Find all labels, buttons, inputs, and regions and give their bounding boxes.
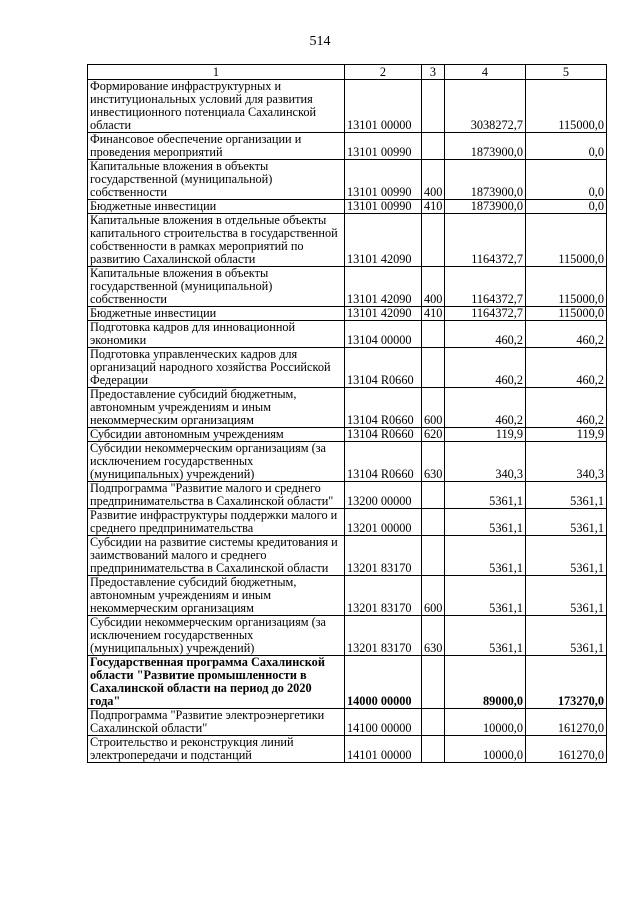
cell-code: 13101 42090 (345, 214, 422, 267)
cell-v2: 5361,1 (526, 576, 607, 616)
cell-v1: 10000,0 (445, 709, 526, 736)
cell-v1: 460,2 (445, 388, 526, 428)
table-row (88, 80, 607, 133)
cell-vr: 410 (422, 307, 445, 321)
header-cell: 2 (345, 65, 422, 80)
cell-v2: 119,9 (526, 428, 607, 442)
cell-code: 13104 R0660 (345, 442, 422, 482)
cell-v1: 119,9 (445, 428, 526, 442)
cell-name: Субсидии некоммерческим организациям (за исключением государственных (муниципальных) учреждений) (88, 442, 345, 482)
table-row (88, 656, 607, 709)
cell-name: Строительство и реконструкция линий электропередачи и подстанций (88, 736, 345, 763)
cell-name: Бюджетные инвестиции (88, 200, 345, 214)
header-row (88, 65, 607, 80)
header-cell: 1 (88, 65, 345, 80)
cell-v1: 5361,1 (445, 536, 526, 576)
cell-vr: 630 (422, 442, 445, 482)
cell-code: 14000 00000 (345, 656, 422, 709)
cell-name: Формирование инфраструктурных и институциональных условий для развития инвестиционного потенциала Сахалинской области (88, 80, 345, 133)
cell-name: Финансовое обеспечение организации и проведения мероприятий (88, 133, 345, 160)
cell-name: Предоставление субсидий бюджетным, автономным учреждениям и иным некоммерческим организациям (88, 576, 345, 616)
cell-v1: 1873900,0 (445, 160, 526, 200)
cell-v1: 89000,0 (445, 656, 526, 709)
header-cell: 4 (445, 65, 526, 80)
cell-code: 13101 42090 (345, 267, 422, 307)
cell-vr (422, 536, 445, 576)
table-row (88, 482, 607, 509)
cell-name: Подготовка управленческих кадров для организаций народного хозяйства Российской Федерации (88, 348, 345, 388)
cell-vr (422, 80, 445, 133)
cell-code: 13104 R0660 (345, 428, 422, 442)
cell-name: Подготовка кадров для инновационной экономики (88, 321, 345, 348)
cell-v1: 3038272,7 (445, 80, 526, 133)
table-row (88, 160, 607, 200)
cell-v2: 5361,1 (526, 616, 607, 656)
cell-name: Государственная программа Сахалинской области "Развитие промышленности в Сахалинской области на период до 2020 года" (88, 656, 345, 709)
cell-code: 14100 00000 (345, 709, 422, 736)
table-row (88, 348, 607, 388)
header-cell: 5 (526, 65, 607, 80)
table-row (88, 736, 607, 763)
cell-vr (422, 348, 445, 388)
cell-name: Капитальные вложения в отдельные объекты капитального строительства в государственной собственности в рамках мероприятий по развитию Сахалинской области (88, 214, 345, 267)
table-row (88, 509, 607, 536)
cell-v1: 460,2 (445, 348, 526, 388)
cell-v2: 161270,0 (526, 709, 607, 736)
cell-name: Предоставление субсидий бюджетным, автономным учреждениям и иным некоммерческим организациям (88, 388, 345, 428)
cell-vr (422, 509, 445, 536)
cell-v2: 5361,1 (526, 536, 607, 576)
cell-v1: 5361,1 (445, 509, 526, 536)
table-row (88, 442, 607, 482)
cell-vr (422, 482, 445, 509)
cell-v2: 460,2 (526, 388, 607, 428)
cell-vr (422, 656, 445, 709)
cell-v2: 115000,0 (526, 267, 607, 307)
cell-v2: 115000,0 (526, 80, 607, 133)
cell-name: Бюджетные инвестиции (88, 307, 345, 321)
cell-v1: 5361,1 (445, 576, 526, 616)
cell-code: 13201 83170 (345, 576, 422, 616)
header-cell: 3 (422, 65, 445, 80)
cell-vr (422, 321, 445, 348)
cell-code: 13104 R0660 (345, 348, 422, 388)
budget-table (87, 64, 607, 763)
cell-vr: 600 (422, 388, 445, 428)
cell-v2: 161270,0 (526, 736, 607, 763)
cell-name: Капитальные вложения в объекты государственной (муниципальной) собственности (88, 160, 345, 200)
cell-v2: 115000,0 (526, 214, 607, 267)
table-row (88, 536, 607, 576)
cell-v2: 460,2 (526, 348, 607, 388)
table-row (88, 214, 607, 267)
cell-code: 13101 00990 (345, 133, 422, 160)
cell-vr: 400 (422, 160, 445, 200)
cell-vr: 630 (422, 616, 445, 656)
cell-vr (422, 214, 445, 267)
table-row (88, 616, 607, 656)
table-row (88, 133, 607, 160)
cell-code: 13201 83170 (345, 536, 422, 576)
table-row (88, 267, 607, 307)
table-row (88, 576, 607, 616)
cell-v2: 0,0 (526, 133, 607, 160)
cell-v1: 1873900,0 (445, 133, 526, 160)
cell-vr (422, 709, 445, 736)
cell-vr: 400 (422, 267, 445, 307)
cell-code: 13201 83170 (345, 616, 422, 656)
cell-v2: 5361,1 (526, 482, 607, 509)
cell-v1: 1164372,7 (445, 267, 526, 307)
cell-vr: 410 (422, 200, 445, 214)
cell-name: Субсидии некоммерческим организациям (за исключением государственных (муниципальных) учреждений) (88, 616, 345, 656)
table-row (88, 200, 607, 214)
cell-v1: 1873900,0 (445, 200, 526, 214)
page-number: 514 (309, 34, 331, 49)
cell-v2: 340,3 (526, 442, 607, 482)
cell-vr (422, 133, 445, 160)
cell-vr (422, 736, 445, 763)
cell-v1: 1164372,7 (445, 214, 526, 267)
cell-name: Субсидии на развитие системы кредитования и заимствований малого и среднего предпринимательства в Сахалинской области (88, 536, 345, 576)
cell-code: 13200 00000 (345, 482, 422, 509)
cell-name: Субсидии автономным учреждениям (88, 428, 345, 442)
cell-v2: 5361,1 (526, 509, 607, 536)
table-row (88, 388, 607, 428)
cell-v1: 10000,0 (445, 736, 526, 763)
cell-vr: 620 (422, 428, 445, 442)
cell-v1: 340,3 (445, 442, 526, 482)
cell-code: 13101 00990 (345, 200, 422, 214)
cell-code: 13201 00000 (345, 509, 422, 536)
cell-v1: 5361,1 (445, 616, 526, 656)
cell-v1: 5361,1 (445, 482, 526, 509)
cell-name: Развитие инфраструктуры поддержки малого и среднего предпринимательства (88, 509, 345, 536)
table-row (88, 307, 607, 321)
cell-code: 13101 00000 (345, 80, 422, 133)
cell-code: 13104 R0660 (345, 388, 422, 428)
cell-v1: 1164372,7 (445, 307, 526, 321)
cell-v2: 0,0 (526, 200, 607, 214)
cell-name: Подпрограмма "Развитие электроэнергетики Сахалинской области" (88, 709, 345, 736)
cell-name: Капитальные вложения в объекты государственной (муниципальной) собственности (88, 267, 345, 307)
cell-v2: 115000,0 (526, 307, 607, 321)
table-row (88, 428, 607, 442)
cell-code: 13101 42090 (345, 307, 422, 321)
cell-v1: 460,2 (445, 321, 526, 348)
cell-code: 13101 00990 (345, 160, 422, 200)
table-row (88, 709, 607, 736)
cell-v2: 0,0 (526, 160, 607, 200)
cell-v2: 460,2 (526, 321, 607, 348)
table-row (88, 321, 607, 348)
cell-code: 13104 00000 (345, 321, 422, 348)
cell-code: 14101 00000 (345, 736, 422, 763)
cell-name: Подпрограмма "Развитие малого и среднего предпринимательства в Сахалинской области" (88, 482, 345, 509)
cell-v2: 173270,0 (526, 656, 607, 709)
cell-vr: 600 (422, 576, 445, 616)
